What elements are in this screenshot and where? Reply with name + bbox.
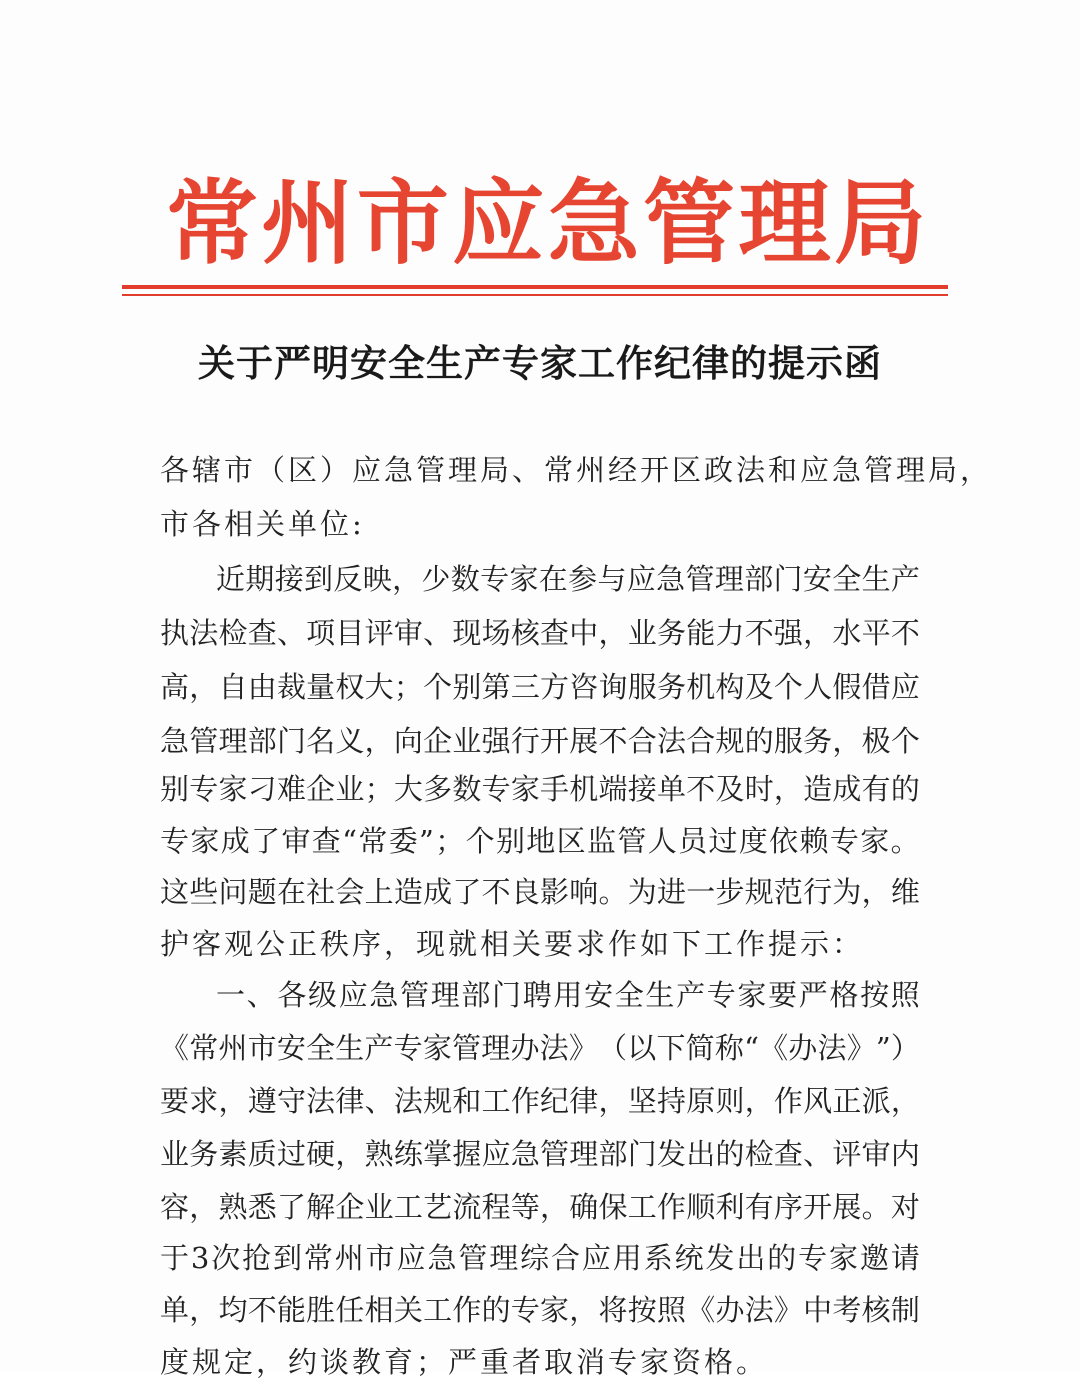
body-line: 护客观公正秩序，现就相关要求作如下工作提示： xyxy=(160,927,865,961)
letterhead-char: 理 xyxy=(738,169,831,277)
letterhead-divider-thin xyxy=(122,294,948,296)
document-title: 关于严明安全生产专家工作纪律的提示函 xyxy=(198,341,882,385)
body-line: 单 ， 均 不 能 胜 任 相 关 工 作 的 专 家 ， 将 按 照 《 办 法 》 中 考 核 制 xyxy=(160,1293,920,1327)
body-line: 要 求 ， 遵 守 法 律 、 法 规 和 工 作 纪 律 ， 坚 持 原 则 ， 作 风 正 派 ， xyxy=(160,1084,920,1118)
body-line: 专 家 成 了 审 查 “ 常 委 ” ； 个 别 地 区 监 管 人 员 过 度 依 赖 专 家 。 xyxy=(160,824,920,858)
body-line: 高 ， 自 由 裁 量 权 大 ； 个 别 第 三 方 咨 询 服 务 机 构 及 个 人 假 借 应 xyxy=(160,670,920,704)
body-line: 近 期 接 到 反 映 ， 少 数 专 家 在 参 与 应 急 管 理 部 门 安 全 生 产 xyxy=(216,562,920,596)
body-line: 执 法 检 查 、 项 目 评 审 、 现 场 核 查 中 ， 业 务 能 力 不 强 ， 水 平 不 xyxy=(160,616,920,650)
letterhead-char: 州 xyxy=(261,169,354,277)
letterhead-char: 管 xyxy=(643,169,736,277)
body-line: 度规定，约谈教育；严重者取消专家资格。 xyxy=(160,1345,769,1379)
body-line: 业 务 素 质 过 硬 ， 熟 练 掌 握 应 急 管 理 部 门 发 出 的 检 查 、 评 审 内 xyxy=(160,1137,920,1171)
body-line: 这 些 问 题 在 社 会 上 造 成 了 不 良 影 响 。 为 进 一 步 规 范 行 为 ， 维 xyxy=(160,875,920,909)
letterhead-divider-thick xyxy=(122,285,948,289)
salutation-line-2: 市各相关单位: xyxy=(160,507,365,541)
body-line: 一 、 各 级 应 急 管 理 部 门 聘 用 安 全 生 产 专 家 要 严 格 按 照 xyxy=(216,978,920,1012)
letterhead-char: 急 xyxy=(547,169,640,277)
body-line: 别 专 家 刁 难 企 业 ； 大 多 数 专 家 手 机 端 接 单 不 及 时 ， 造 成 有 的 xyxy=(160,772,920,806)
body-line: 容 ， 熟 悉 了 解 企 业 工 艺 流 程 等 ， 确 保 工 作 顺 利 有 序 开 展 。 对 xyxy=(160,1190,920,1224)
letterhead-char: 市 xyxy=(356,169,449,277)
body-line: 《 常 州 市 安 全 生 产 专 家 管 理 办 法 》 （ 以 下 简 称 “ 《 办 法 》 ” ） xyxy=(160,1031,920,1065)
letterhead-char: 常 xyxy=(166,169,259,277)
body-line: 于 3 次 抢 到 常 州 市 应 急 管 理 综 合 应 用 系 统 发 出 的 专 家 邀 请 xyxy=(160,1241,920,1275)
letterhead-char: 局 xyxy=(833,169,926,277)
body-line: 急 管 理 部 门 名 义 ， 向 企 业 强 行 开 展 不 合 法 合 规 的 服 务 ， 极 个 xyxy=(160,724,920,758)
letterhead-char: 应 xyxy=(452,169,545,277)
letterhead-org-name xyxy=(166,168,926,278)
salutation-line-1: 各辖市（区）应急管理局、常州经开区政法和应急管理局， xyxy=(160,453,993,487)
